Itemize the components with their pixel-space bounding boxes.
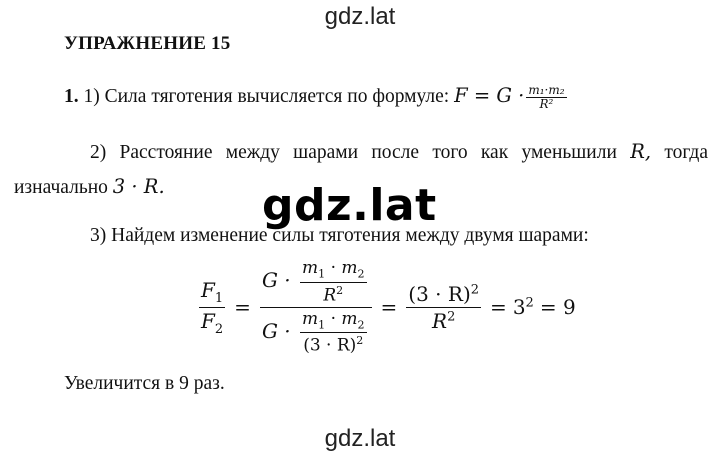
item-2-variable: R,: [630, 140, 652, 163]
item-3-text: 3) Найдем изменение силы тяготения между двумя шарами:: [90, 225, 589, 246]
item-2-continuation: [14, 175, 165, 199]
inner-fraction-top: $\frac{m_1 \cdot m_2}{R^2}$: [302, 258, 365, 306]
result-power: $3^2$: [512, 295, 534, 319]
exercise-title: УПРАЖНЕНИЕ 15: [64, 33, 231, 54]
watermark-top: gdz.lat: [324, 3, 396, 30]
item-2-text: 2) Расстояние между шарами после того как уменьшили: [90, 142, 617, 163]
watermark-bottom: gdz.lat: [324, 425, 396, 452]
gravity-formula-lhs: F = G ·: [454, 84, 525, 107]
compound-denominator: G · $\frac{m_1 \cdot m_2}{(3 \cdot R)^2}$: [261, 308, 365, 356]
compound-numerator: G · $\frac{m_1 \cdot m_2}{R^2}$: [260, 258, 372, 307]
gravity-formula-numerator: m₁·m₂: [528, 83, 565, 98]
ratio-formula: [196, 258, 576, 356]
gravity-formula-fraction: [526, 84, 566, 111]
equals-sign-1: =: [234, 295, 251, 319]
item-2-tail: тогда: [664, 142, 709, 163]
inner-fraction-bottom: $\frac{m_1 \cdot m_2}{(3 \cdot R)^2}$: [302, 308, 365, 356]
force-ratio-numerator: $F_1$: [201, 277, 224, 306]
force-ratio: [199, 278, 225, 337]
item-1-text: 1) Сила тяготения вычисляется по формуле:: [83, 86, 450, 107]
equals-sign-3: =: [490, 295, 507, 319]
item-2-line: [90, 140, 708, 164]
compound-fraction: [260, 258, 372, 355]
item-1-line: [64, 84, 567, 111]
force-ratio-denominator: $F_2$: [201, 308, 224, 337]
item-2-cont-expr: 3 · R.: [112, 175, 165, 198]
item-2-cont-text: изначально: [14, 177, 108, 198]
gravity-formula-denominator: R²: [539, 97, 554, 112]
watermark-middle: gdz.lat: [262, 180, 437, 231]
item-number: 1.: [64, 86, 79, 107]
result-value: = 9: [539, 295, 576, 319]
equals-sign-2: =: [380, 295, 398, 319]
simplified-fraction: $\frac{(3 \cdot R)^2}{R^2}$: [408, 281, 480, 333]
conclusion: Увеличится в 9 раз.: [64, 373, 225, 394]
